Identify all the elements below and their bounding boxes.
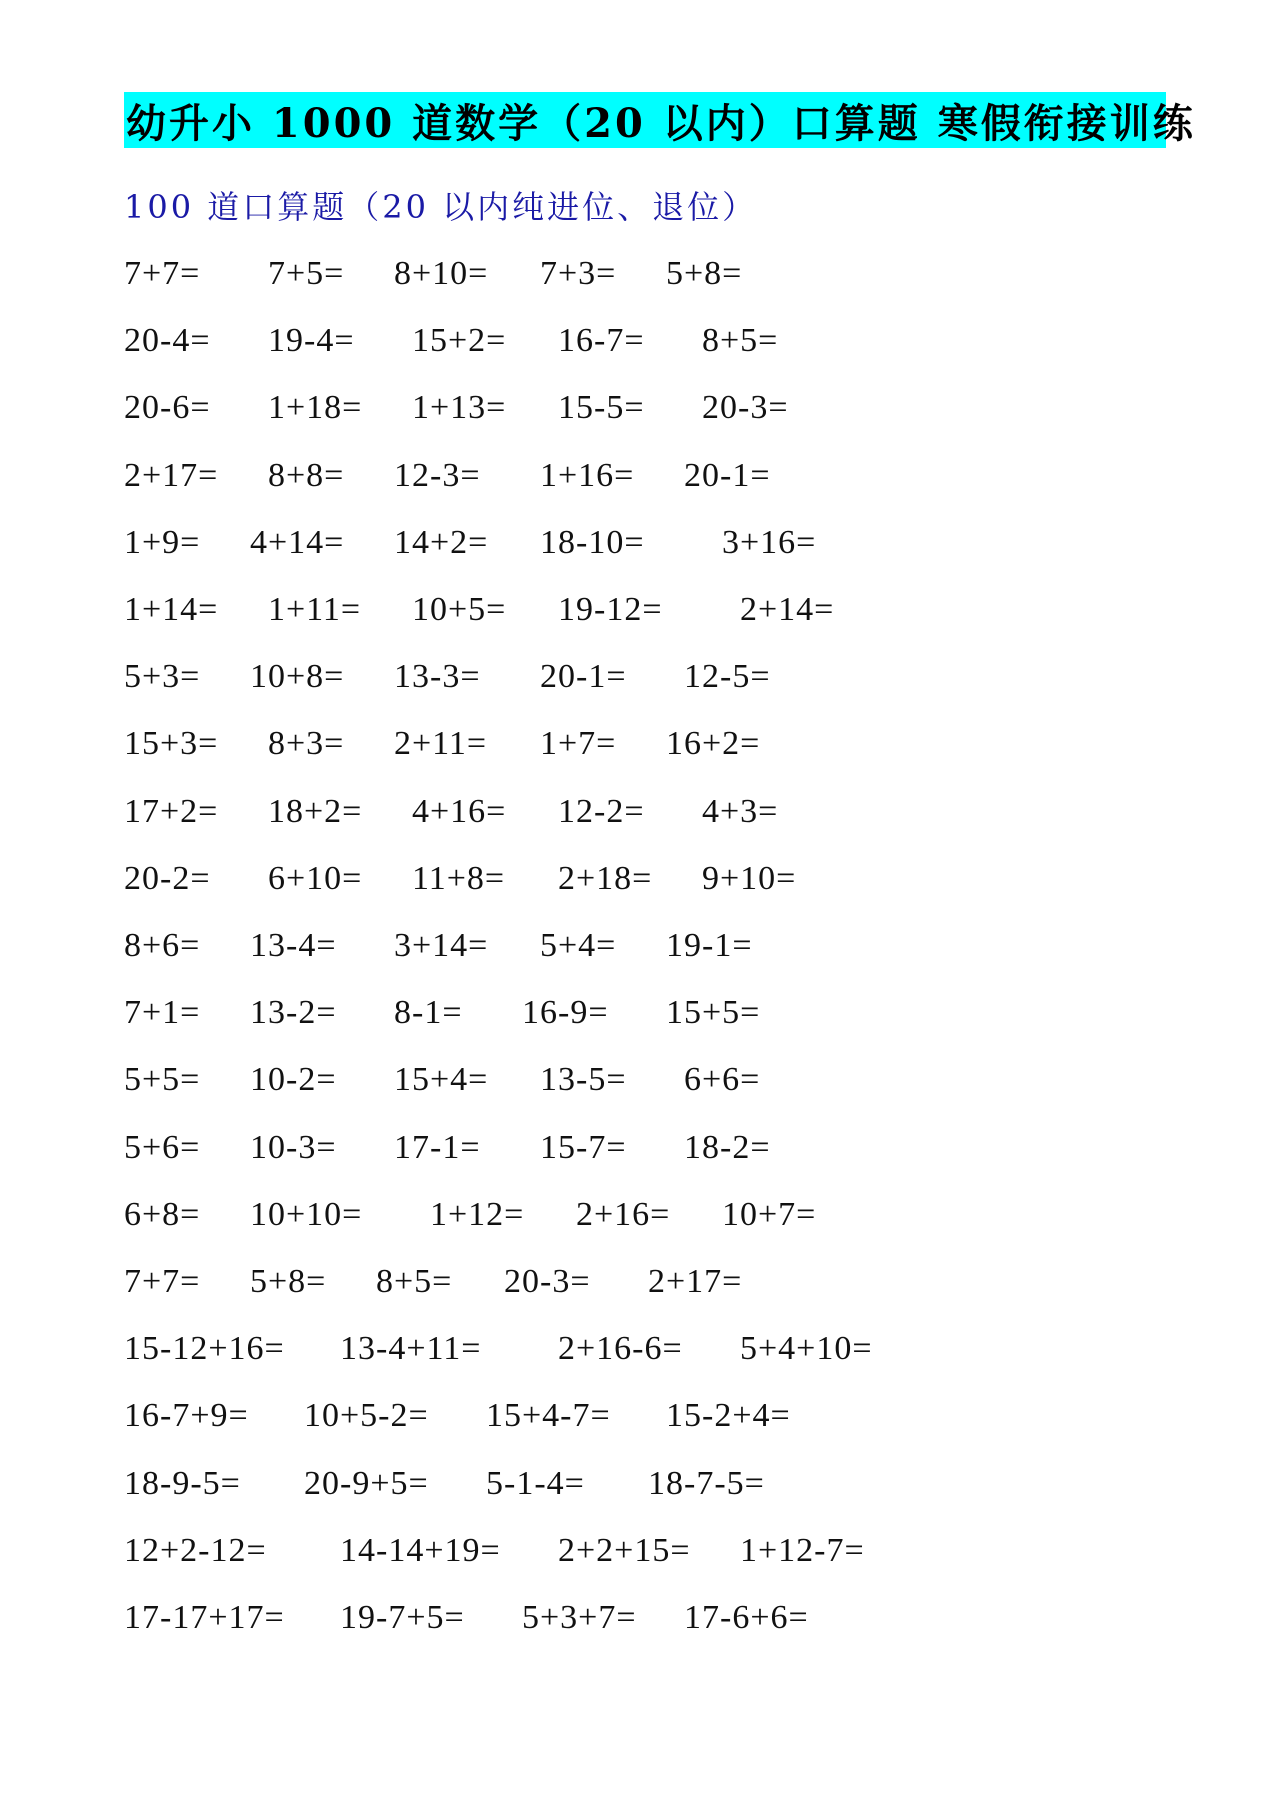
problem-row [0, 252, 1280, 296]
arithmetic-problem: 10+10= [250, 1195, 363, 1233]
arithmetic-problem: 5+4= [540, 927, 617, 964]
page-title: 幼升小 1000 道数学（20 以内）口算题 寒假衔接训练 [126, 99, 1196, 147]
arithmetic-problem: 18-7-5= [648, 1464, 765, 1502]
problem-row [0, 454, 1280, 498]
problem-row [0, 319, 1280, 363]
arithmetic-problem: 14+2= [394, 523, 489, 561]
arithmetic-problem: 7+1= [124, 994, 201, 1032]
problem-row [0, 588, 1280, 632]
arithmetic-problem: 20-1= [684, 456, 771, 494]
arithmetic-problem: 15-2+4= [666, 1397, 791, 1435]
arithmetic-problem: 1+9= [124, 523, 201, 561]
arithmetic-problem: 17-17+17= [124, 1599, 285, 1636]
arithmetic-problem: 7+3= [540, 255, 617, 292]
arithmetic-problem: 8+6= [124, 927, 201, 964]
arithmetic-problem: 2+2+15= [558, 1531, 691, 1569]
arithmetic-problem: 16-7= [558, 322, 645, 360]
arithmetic-problem: 1+12-7= [740, 1531, 865, 1569]
arithmetic-problem: 20-1= [540, 658, 627, 696]
arithmetic-problem: 5+8= [250, 1263, 327, 1300]
arithmetic-problem: 16+2= [666, 725, 761, 763]
arithmetic-problem: 15+3= [124, 725, 219, 763]
arithmetic-problem: 17-1= [394, 1128, 481, 1166]
arithmetic-problem: 13-4= [250, 927, 337, 964]
arithmetic-problem: 15-5= [558, 389, 645, 427]
arithmetic-problem: 4+14= [250, 523, 345, 561]
arithmetic-problem: 20-2= [124, 859, 211, 897]
arithmetic-problem: 19-4= [268, 322, 355, 360]
problem-row [0, 722, 1280, 766]
arithmetic-problem: 4+3= [702, 792, 779, 830]
arithmetic-problem: 15+4-7= [486, 1397, 611, 1435]
arithmetic-problem: 15+5= [666, 994, 761, 1032]
arithmetic-problem: 5+3= [124, 658, 201, 696]
arithmetic-problem: 20-6= [124, 389, 211, 427]
arithmetic-problem: 18-9-5= [124, 1464, 241, 1502]
arithmetic-problem: 15+4= [394, 1061, 489, 1099]
arithmetic-problem: 1+16= [540, 456, 635, 494]
arithmetic-problem: 13-4+11= [340, 1330, 482, 1368]
problem-row [0, 790, 1280, 834]
arithmetic-problem: 3+14= [394, 927, 489, 964]
problem-row [0, 655, 1280, 699]
arithmetic-problem: 9+10= [702, 859, 797, 897]
arithmetic-problem: 10-2= [250, 1061, 337, 1099]
arithmetic-problem: 10+7= [722, 1195, 817, 1233]
arithmetic-problem: 2+14= [740, 591, 835, 628]
problem-row [0, 521, 1280, 565]
arithmetic-problem: 4+16= [412, 792, 507, 830]
arithmetic-problem: 12-2= [558, 792, 645, 830]
arithmetic-problem: 20-3= [702, 389, 789, 427]
problem-row [0, 857, 1280, 901]
arithmetic-problem: 18-2= [684, 1128, 771, 1166]
arithmetic-problem: 16-9= [522, 994, 609, 1032]
arithmetic-problem: 2+16-6= [558, 1330, 683, 1368]
arithmetic-problem: 7+7= [124, 1263, 201, 1300]
arithmetic-problem: 20-4= [124, 322, 211, 360]
title-banner [124, 92, 1196, 148]
arithmetic-problem: 5-1-4= [486, 1464, 585, 1502]
arithmetic-problem: 8-1= [394, 994, 463, 1032]
arithmetic-problem: 5+4+10= [740, 1330, 873, 1368]
problem-row [0, 1260, 1280, 1304]
arithmetic-problem: 19-12= [558, 591, 663, 628]
arithmetic-problem: 7+5= [268, 255, 345, 292]
arithmetic-problem: 14-14+19= [340, 1531, 501, 1569]
arithmetic-problem: 6+6= [684, 1061, 761, 1099]
problem-row [0, 924, 1280, 968]
arithmetic-problem: 18+2= [268, 792, 363, 830]
arithmetic-problem: 12+2-12= [124, 1531, 267, 1569]
arithmetic-problem: 1+12= [430, 1195, 525, 1233]
problem-row [0, 1462, 1280, 1506]
problem-row [0, 991, 1280, 1035]
arithmetic-problem: 5+8= [666, 255, 743, 292]
problem-row [0, 1193, 1280, 1237]
arithmetic-problem: 18-10= [540, 523, 645, 561]
arithmetic-problem: 5+6= [124, 1128, 201, 1166]
arithmetic-problem: 20-3= [504, 1263, 591, 1300]
arithmetic-problem: 16-7+9= [124, 1397, 249, 1435]
arithmetic-problem: 20-9+5= [304, 1464, 429, 1502]
arithmetic-problem: 8+8= [268, 456, 345, 494]
arithmetic-problem: 11+8= [412, 859, 506, 897]
arithmetic-problem: 1+7= [540, 725, 617, 763]
arithmetic-problem: 19-7+5= [340, 1599, 465, 1636]
arithmetic-problem: 5+5= [124, 1061, 201, 1099]
arithmetic-problem: 10+5= [412, 591, 507, 628]
arithmetic-problem: 8+5= [376, 1263, 453, 1300]
arithmetic-problem: 15+2= [412, 322, 507, 360]
arithmetic-problem: 12-3= [394, 456, 481, 494]
problem-row [0, 1394, 1280, 1438]
arithmetic-problem: 19-1= [666, 927, 753, 964]
arithmetic-problem: 1+14= [124, 591, 219, 628]
problem-row [0, 1327, 1280, 1371]
arithmetic-problem: 12-5= [684, 658, 771, 696]
arithmetic-problem: 1+11= [268, 591, 362, 628]
arithmetic-problem: 2+16= [576, 1195, 671, 1233]
arithmetic-problem: 2+18= [558, 859, 653, 897]
arithmetic-problem: 2+17= [124, 456, 219, 494]
arithmetic-problem: 17-6+6= [684, 1599, 809, 1636]
arithmetic-problem: 13-5= [540, 1061, 627, 1099]
arithmetic-problem: 10-3= [250, 1128, 337, 1166]
arithmetic-problem: 5+3+7= [522, 1599, 637, 1636]
arithmetic-problem: 6+8= [124, 1195, 201, 1233]
arithmetic-problem: 1+13= [412, 389, 507, 427]
arithmetic-problem: 17+2= [124, 792, 219, 830]
arithmetic-problem: 13-2= [250, 994, 337, 1032]
arithmetic-problem: 10+5-2= [304, 1397, 429, 1435]
arithmetic-problem: 15-7= [540, 1128, 627, 1166]
problem-row [0, 386, 1280, 430]
problem-row [0, 1058, 1280, 1102]
section-subtitle: 100 道口算题（20 以内纯进位、退位） [124, 188, 758, 226]
arithmetic-problem: 7+7= [124, 255, 201, 292]
arithmetic-problem: 2+17= [648, 1263, 743, 1300]
arithmetic-problem: 13-3= [394, 658, 481, 696]
arithmetic-problem: 6+10= [268, 859, 363, 897]
arithmetic-problem: 8+3= [268, 725, 345, 763]
problem-row [0, 1126, 1280, 1170]
arithmetic-problem: 3+16= [722, 523, 817, 561]
problem-row [0, 1596, 1280, 1640]
arithmetic-problem: 8+5= [702, 322, 779, 360]
arithmetic-problem: 8+10= [394, 255, 489, 292]
arithmetic-problem: 2+11= [394, 725, 488, 763]
arithmetic-problem: 1+18= [268, 389, 363, 427]
arithmetic-problem: 15-12+16= [124, 1330, 285, 1368]
problem-row [0, 1529, 1280, 1573]
arithmetic-problem: 10+8= [250, 658, 345, 696]
